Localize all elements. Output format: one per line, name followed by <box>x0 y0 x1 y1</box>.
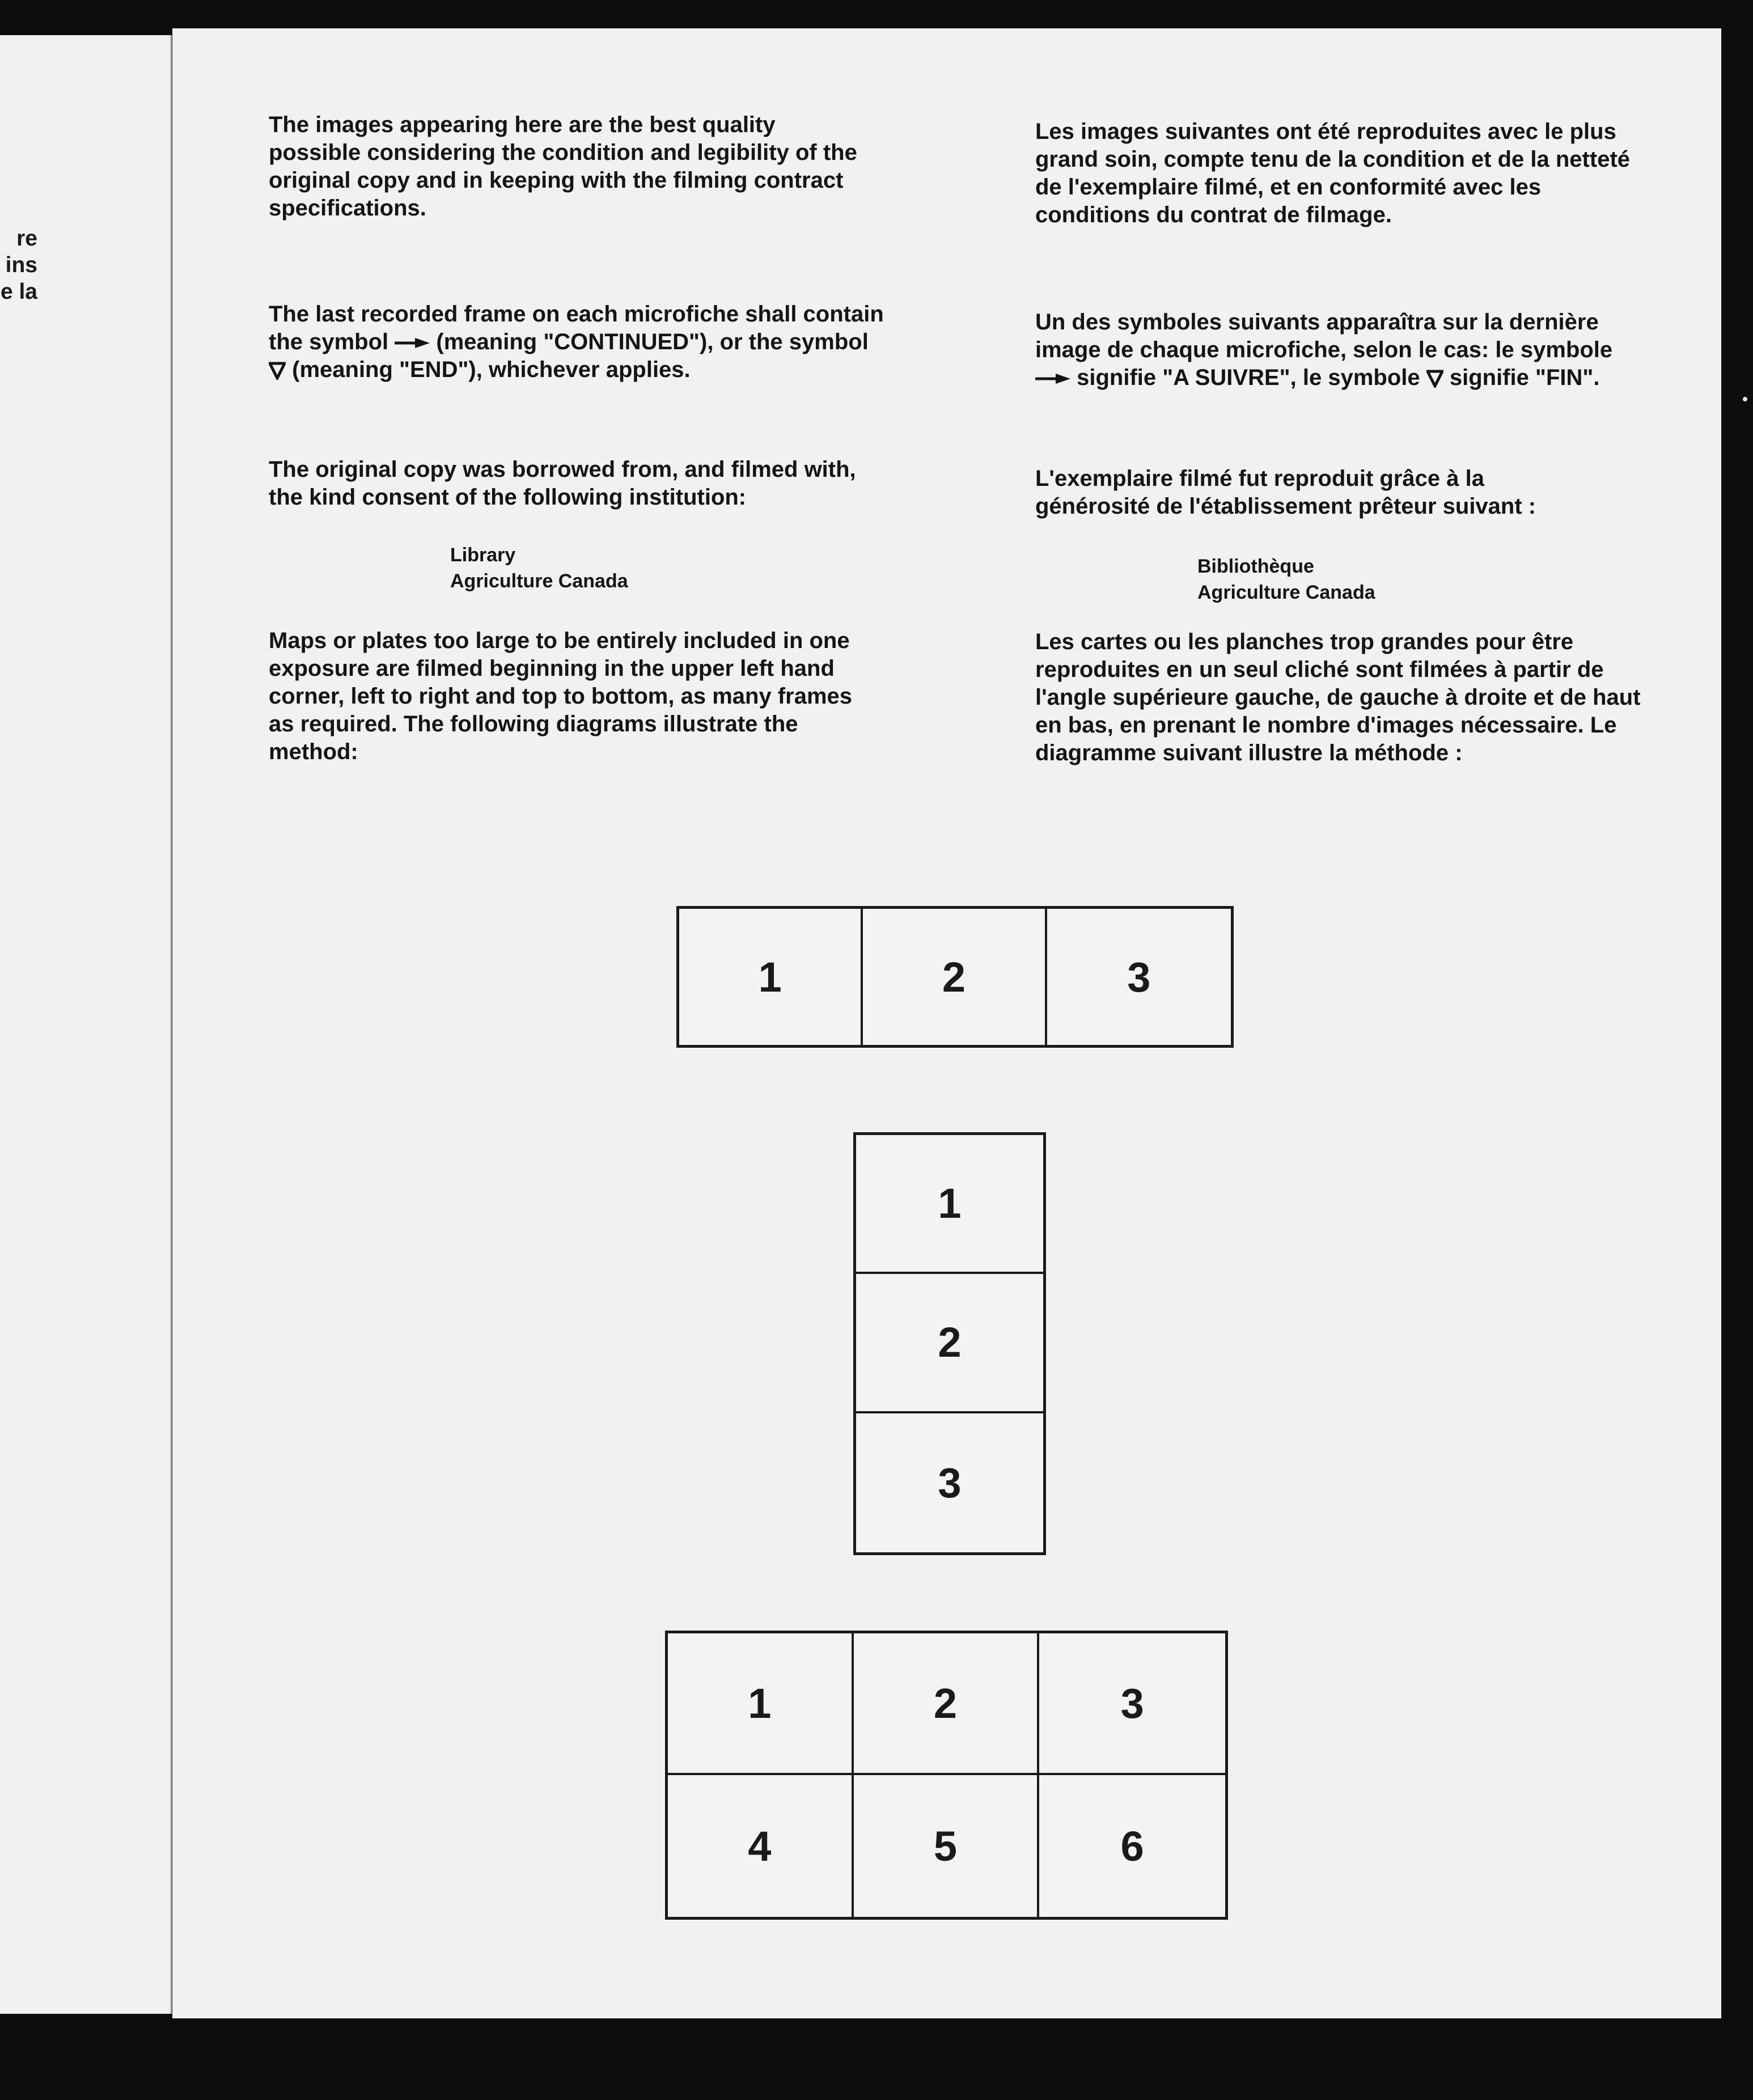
frame-cell: 1 <box>668 1633 854 1775</box>
frame-cell: 1 <box>856 1135 1043 1274</box>
french-symbol-text-c: signifie "FIN". <box>1449 365 1600 390</box>
diagram-vertical <box>853 1132 1046 1555</box>
film-speck <box>1743 397 1747 401</box>
frame-cell: 2 <box>854 1633 1040 1775</box>
institution-line-1: Library <box>450 544 516 566</box>
frame-cell: 1 <box>679 909 863 1045</box>
fragment-line: re <box>16 226 37 251</box>
english-institution-name <box>450 542 628 594</box>
adjacent-page <box>0 35 172 2014</box>
adjacent-page-text <box>0 225 45 305</box>
french-method-paragraph: Les cartes ou les planches trop grandes pour être reproduites en un seul cliché sont filmées à partir de l'angle supérieure gauche, de gauche à droite et de haut en bas, en prenant le nombre d'images nécessaire. Le diagramme suivant illustre la méthode : <box>1035 629 1641 765</box>
frame-cell: 3 <box>938 1459 962 1506</box>
french-quality-paragraph: Les images suivantes ont été reproduites avec le plus grand soin, compte tenu de la condition et de la netteté de l'exemplaire filmé, et en conformité avec les conditions du contrat de filmage. <box>1035 119 1631 227</box>
english-symbol-text-c: (meaning "END"), whichever applies. <box>292 357 691 382</box>
english-symbol-text-b: (meaning "CONTINUED"), or the symbol <box>436 329 869 354</box>
arrow-suivre-icon <box>1035 373 1070 384</box>
frame-cell: 3 <box>1039 1633 1225 1775</box>
french-symbol-paragraph <box>1035 308 1653 392</box>
triangle-end-icon <box>269 362 286 380</box>
french-symbol-text-a: Un des symboles suivants apparaîtra sur la dernière image de chaque microfiche, selon le cas: le symbole <box>1035 310 1613 362</box>
english-symbol-paragraph <box>269 300 887 384</box>
english-quality-paragraph: The images appearing here are the best quality possible considering the condition and legibility of the original copy and in keeping with the filming contract specifications. <box>269 112 857 221</box>
frame-cell: 6 <box>1120 1822 1144 1870</box>
triangle-fin-icon <box>1426 370 1443 388</box>
fragment-line: e la <box>0 280 37 304</box>
institution-line-1: Bibliothèque <box>1197 556 1314 577</box>
french-institution-paragraph: L'exemplaire filmé fut reproduit grâce à la générosité de l'établissement prêteur suivant : <box>1035 466 1536 519</box>
fragment-line: ins <box>5 253 37 277</box>
frame-cell: 2 <box>863 909 1047 1045</box>
frame-cell: 5 <box>854 1775 1040 1917</box>
english-institution-paragraph: The original copy was borrowed from, and filmed with, the kind consent of the following institution: <box>269 457 856 510</box>
frame-cell: 4 <box>668 1775 854 1917</box>
french-symbol-text-b: signifie "A SUIVRE", le symbole <box>1077 365 1420 390</box>
english-symbol-text-a: The last recorded frame on each microfiche shall contain the symbol <box>269 302 884 354</box>
institution-line-2: Agriculture Canada <box>450 570 628 592</box>
diagram-grid <box>665 1631 1228 1920</box>
diagram-horizontal <box>676 906 1234 1048</box>
frame-cell: 3 <box>1127 953 1151 1001</box>
english-method-paragraph: Maps or plates too large to be entirely included in one exposure are filmed beginning in the upper left hand corner, left to right and top to bottom, as many frames as required. The following diagrams illustrate the method: <box>269 628 853 764</box>
frame-cell: 2 <box>856 1274 1043 1413</box>
french-institution-name <box>1197 553 1375 606</box>
institution-line-2: Agriculture Canada <box>1197 582 1375 603</box>
arrow-continued-icon <box>395 337 430 349</box>
